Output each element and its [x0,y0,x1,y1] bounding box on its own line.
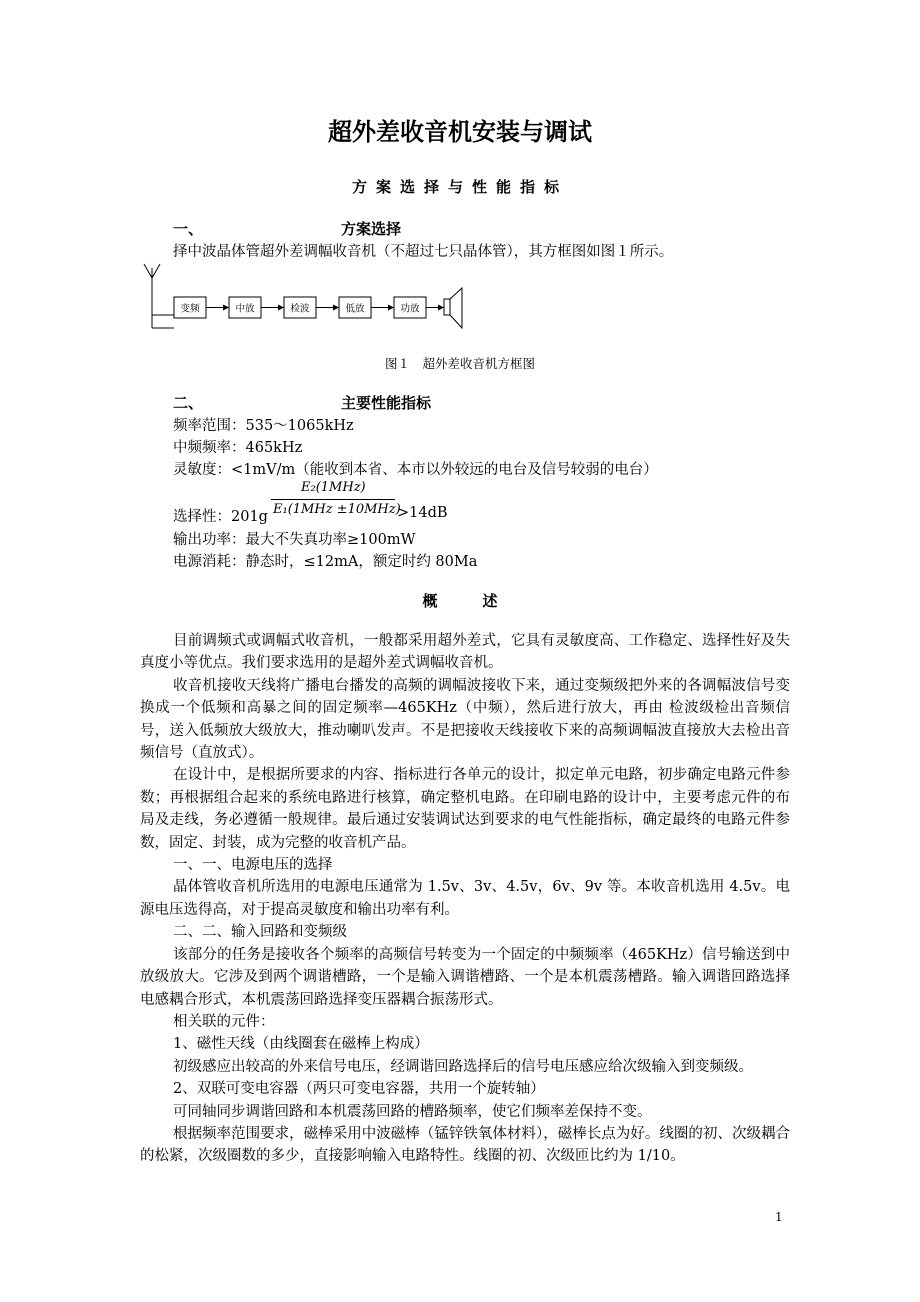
diagram-block-label: 中放 [235,303,255,315]
paragraph: 晶体管收音机所选用的电源电压通常为 1.5v、3v、4.5v，6v、9v 等。本收音机选用 4.5v。电源电压选得高，对于提高灵敏度和输出功率有利。 [140,879,790,918]
list-item: 1、磁性天线（由线圈套在磁棒上构成） [173,1036,429,1053]
overview-title: 概 述 [422,592,498,610]
spec-selectivity [173,478,573,526]
speaker-icon [444,288,462,328]
diagram-block-label: 变频 [180,303,200,315]
figure-caption: 图１ 超外差收音机方框图 [384,356,535,371]
selectivity-label: 选择性：201g [173,509,268,525]
fraction-bar [271,499,395,500]
antenna-icon [144,264,174,328]
arrow-head-icon [438,305,444,311]
page-number: 1 [775,1210,783,1224]
section-subtitle: 方案选择与性能指标 [351,178,568,196]
subheading: 一、一、电源电压的选择 [173,857,333,874]
paragraph: 相关联的元件： [173,1013,275,1030]
arrow-head-icon [278,305,284,311]
spec-frequency-range: 频率范围：535～1065kHz [173,418,354,434]
overview-body [140,630,790,1168]
diagram-block-label: 检波 [290,303,310,315]
section-number: 一、 [173,220,204,238]
diagram-block-label: 低放 [345,303,365,315]
arrow-head-icon [223,305,229,311]
fraction-numerator: E₂(1MHz) [301,480,366,495]
block-diagram [140,258,480,338]
selectivity-value: >14dB [397,505,448,521]
list-item: 2、双联可变电容器（两只可变电容器，共用一个旋转轴） [173,1081,545,1098]
paragraph: 收音机接收天线将广播电台播发的高频的调幅波接收下来，通过变频级把外来的各调幅波信号变换成一个低频和高暴之间的固定频率—465KHz（中频），然后进行放大，再由 检波级检出音频信号，送入低频放大级放大，推动喇叭发声。不是把接收天线接收下来的高频调幅波直接放大去检出音频信号（直放式）。 [140,677,790,762]
spec-output-power: 输出功率：最大不失真功率≥100mW [173,532,416,548]
paragraph: 该部分的任务是接收各个频率的高频信号转变为一个固定的中频频率（465KHz）信号输送到中放级放大。它涉及到两个调谐槽路，一个是输入调谐槽路、一个是本机震荡槽路。输入调谐回路选择电感耦合形式，本机震荡回路选择变压器耦合振荡形式。 [140,946,790,1008]
section-number: 二、 [173,394,204,412]
spec-sensitivity: 灵敏度：<1mV/m（能收到本省、本市以外较远的电台及信号较弱的电台） [173,462,658,478]
section-heading-text: 主要性能指标 [341,394,432,412]
arrow-head-icon [388,305,394,311]
diagram-block-label: 功放 [400,303,420,315]
paragraph: 根据频率范围要求，磁棒采用中波磁棒（锰锌铁氧体材料），磁棒长点为好。线圈的初、次级耦合的松紧，次级圈数的多少，直接影响输入电路特性。线圈的初、次级匝比约为 1/10。 [140,1125,790,1165]
paragraph: 可同轴同步调谐回路和本机震荡回路的槽路频率，使它们频率差保持不变。 [173,1103,652,1120]
paragraph: 目前调频式或调幅式收音机，一般都采用超外差式，它具有灵敏度高、工作稳定、选择性好及失真度小等优点。我们要求选用的是超外差式调幅收音机。 [140,633,790,672]
document-title: 超外差收音机安装与调试 [328,118,592,146]
paragraph: 初级感应出较高的外来信号电压，经调谐回路选择后的信号电压感应给次级输入到变频级。 [173,1058,753,1075]
spec-power-consumption: 电源消耗：静态时，≤12mA，额定时约 80Ma [173,554,478,570]
fraction-denominator: E₁(1MHz ±10MHz) [273,502,401,517]
spec-intermediate-frequency: 中频频率：465kHz [173,440,303,456]
paragraph: 在设计中，是根据所要求的内容、指标进行各单元的设计，拟定单元电路，初步确定电路元件参数；再根据组合起来的系统电路进行核算，确定整机电路。在印刷电路的设计中，主要考虑元件的布局及走线，务必遵循一般规律。最后通过安装调试达到要求的电气性能指标，确定最终的电路元件参数，固定、封装，成为完整的收音机产品。 [140,767,790,851]
arrow-head-icon [333,305,339,311]
subheading: 二、二、输入回路和变频级 [173,924,347,941]
section-heading-text: 方案选择 [341,220,402,238]
scheme-description: 择中波晶体管超外差调幅收音机（不超过七只晶体管），其方框图如图１所示。 [173,244,674,260]
